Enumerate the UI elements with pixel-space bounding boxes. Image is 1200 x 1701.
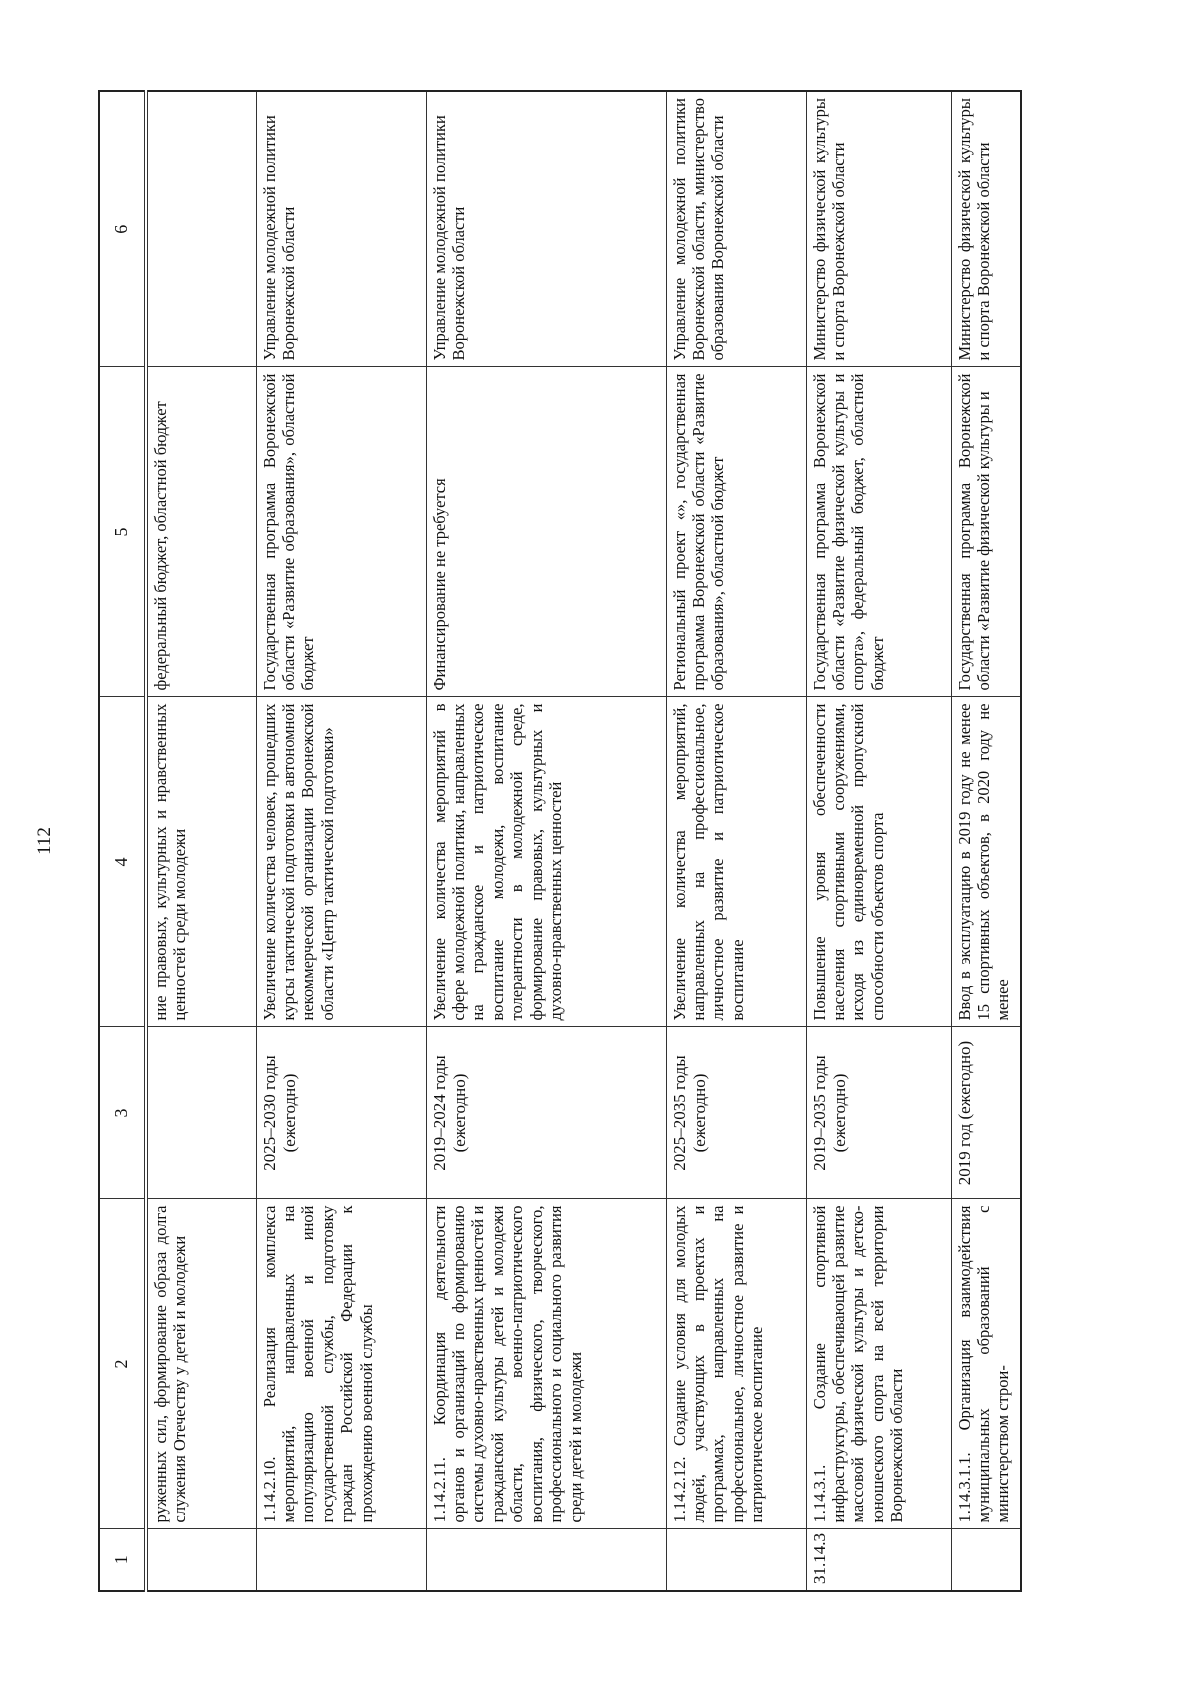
expected-result: ние правовых, культурных и нравственных ценностей среди молодежи [146, 697, 256, 1027]
measure-text: руженных сил, формирование образа долга служения Отечеству у детей и молодежи [146, 1199, 256, 1529]
header-cell: 6 [99, 91, 146, 367]
expected-result: Ввод в эксплуатацию в 2019 году не менее 15 спортивных объектов, в 2020 году не менее [951, 697, 1021, 1027]
table-row [666, 91, 806, 1591]
measure-text: 1.14.3.1.1. Организация взаимодействия муниципальных образований с министерством строи- [951, 1199, 1021, 1529]
page-number: 112 [34, 827, 55, 855]
expected-result: Увеличение количества мероприятий в сфере молодежной политики, направленных на гражданское и патриотическое воспитание молодежи, воспитание толерантности в молодежной среде, формирование правовых, культурных и духовно-нравственных ценностей [426, 697, 666, 1027]
table-header-row [99, 91, 146, 1591]
table-row [426, 91, 666, 1591]
period: 2019–2024 годы (ежегодно) [426, 1027, 666, 1199]
expected-result: Увеличение количества мероприятий, направленных на профессиональное, личностное развитие и патриотическое воспитание [666, 697, 806, 1027]
funding-source: Государственная программа Воронежской области «Развитие образования», областной бюджет [256, 367, 426, 697]
table-row [806, 91, 951, 1591]
header-cell: 3 [99, 1027, 146, 1199]
measure-text: 1.14.3.1. Создание спортивной инфраструктуры, обеспечивающей развитие массовой физической культуры и детско-юношеского спорта на всей территории Воронежской области [806, 1199, 951, 1529]
measure-text: 1.14.2.10. Реализация комплекса мероприятий, направленных на популяризацию военной и иной государственной службы, подготовку граждан Российской Федерации к прохождению военной службы [256, 1199, 426, 1529]
period: 2019 год (ежегодно) [951, 1027, 1021, 1199]
plan-table [98, 90, 1022, 1592]
table-row [146, 91, 256, 1591]
funding-source: Региональный проект «», государственная программа Воронежской области «Развитие образования», областной бюджет [666, 367, 806, 697]
row-code: 31.14.3 [806, 1529, 951, 1591]
measure-text: 1.14.2.12. Создание условия для молодых людей, участвующих в проектах и программах, направленных на профессиональное, личностное развитие и патриотическое воспитание [666, 1199, 806, 1529]
measure-text: 1.14.2.11. Координация деятельности органов и организаций по формированию системы духовно-нравственных ценностей и гражданской культуры детей и молодежи области, военно-патриотического воспитания, физического, творческого, профессионального и социального развития среди детей и молодежи [426, 1199, 666, 1529]
header-cell: 4 [99, 697, 146, 1027]
row-code [426, 1529, 666, 1591]
table-row [256, 91, 426, 1591]
responsible: Управление молодежной политики Воронежской области, министерство образования Воронежской области [666, 91, 806, 367]
funding-source: Государственная программа Воронежской области «Развитие физической культуры и спорта», федеральный бюджет, областной бюджет [806, 367, 951, 697]
funding-source: Государственная программа Воронежской области «Развитие физической культуры и [951, 367, 1021, 697]
expected-result: Увеличение количества человек, прошедших курсы тактической подготовки в автономной некоммерческой организации Воронежской области «Центр тактической подготовки» [256, 697, 426, 1027]
responsible: Управление молодежной политики Воронежской области [256, 91, 426, 367]
row-code [666, 1529, 806, 1591]
row-code [951, 1529, 1021, 1591]
funding-source: Финансирование не требуется [426, 367, 666, 697]
rotated-table-wrapper [98, 92, 1022, 1592]
funding-source: федеральный бюджет, областной бюджет [146, 367, 256, 697]
responsible: Управление молодежной политики Воронежской области [426, 91, 666, 367]
table-row [951, 91, 1021, 1591]
responsible: Министерство физической культуры и спорта Воронежской области [806, 91, 951, 367]
responsible: Министерство физической культуры и спорта Воронежской области [951, 91, 1021, 367]
period: 2025–2035 годы (ежегодно) [666, 1027, 806, 1199]
period [146, 1027, 256, 1199]
header-cell: 1 [99, 1529, 146, 1591]
period: 2019–2035 годы (ежегодно) [806, 1027, 951, 1199]
responsible [146, 91, 256, 367]
period: 2025–2030 годы (ежегодно) [256, 1027, 426, 1199]
row-code [146, 1529, 256, 1591]
header-cell: 2 [99, 1199, 146, 1529]
row-code [256, 1529, 426, 1591]
header-cell: 5 [99, 367, 146, 697]
expected-result: Повышение уровня обеспеченности населения спортивными сооружениями, исходя из единовременной пропускной способности объектов спорта [806, 697, 951, 1027]
